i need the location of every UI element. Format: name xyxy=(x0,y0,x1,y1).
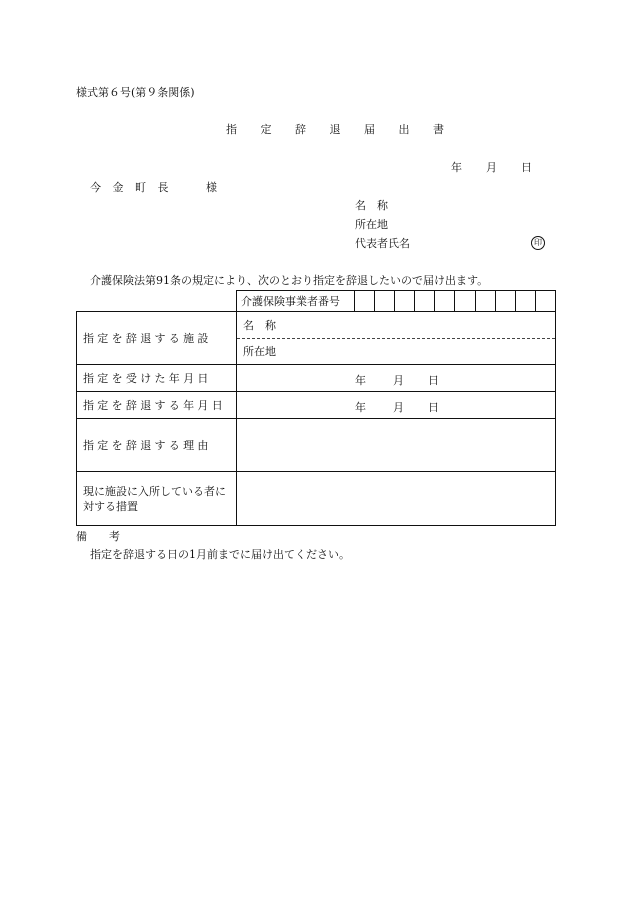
provider-number-digit[interactable] xyxy=(355,291,375,312)
date-year-label: 年 xyxy=(451,161,462,174)
applicant-name-label: 名 称 xyxy=(355,199,388,212)
facility-name-label: 名 称 xyxy=(243,318,276,332)
date-month-label: 月 xyxy=(486,161,497,174)
page-title: 指 定 辞 退 届 出 書 xyxy=(226,123,454,136)
facility-address-label: 所在地 xyxy=(237,338,555,364)
provider-number-digit[interactable] xyxy=(375,291,395,312)
provider-number-digit[interactable] xyxy=(495,291,515,312)
provider-number-digit[interactable] xyxy=(515,291,535,312)
reason-label: 指定を辞退する理由 xyxy=(77,419,237,472)
representative-label: 代表者氏名 xyxy=(355,237,410,250)
measures-label: 現に施設に入所している者に対する措置 xyxy=(77,472,237,526)
received-date-label: 指定を受けた年月日 xyxy=(77,365,237,392)
addressee-name: 今 金 町 長 xyxy=(90,181,173,194)
provider-number-digit[interactable] xyxy=(435,291,455,312)
provider-number-digit[interactable] xyxy=(415,291,435,312)
addressee-honorific: 様 xyxy=(206,181,217,194)
withdraw-date-field[interactable] xyxy=(237,392,556,419)
received-year-unit: 年 xyxy=(355,373,366,387)
provider-number-digit[interactable] xyxy=(475,291,495,312)
remarks-heading: 備 考 xyxy=(76,530,120,543)
provider-number-label: 介護保険事業者番号 xyxy=(237,291,355,312)
provider-number-row xyxy=(236,290,556,312)
form-number: 様式第６号(第９条関係) xyxy=(76,86,195,99)
provider-number-digit[interactable] xyxy=(455,291,475,312)
withdrawal-table xyxy=(76,311,556,526)
remarks-note: 指定を辞退する日の1月前までに届け出てください。 xyxy=(90,548,350,561)
provider-number-digit[interactable] xyxy=(535,291,555,312)
received-month-unit: 月 xyxy=(393,373,404,387)
withdraw-month-unit: 月 xyxy=(393,400,404,414)
withdraw-date-label: 指定を辞退する年月日 xyxy=(77,392,237,419)
seal-mark: 印 xyxy=(531,236,545,250)
applicant-address-label: 所在地 xyxy=(355,218,388,231)
measures-field[interactable] xyxy=(237,472,556,526)
received-day-unit: 日 xyxy=(428,373,439,387)
facility-label: 指定を辞退する施設 xyxy=(77,312,237,365)
facility-cell xyxy=(237,312,556,365)
received-date-field[interactable] xyxy=(237,365,556,392)
withdraw-year-unit: 年 xyxy=(355,400,366,414)
date-day-label: 日 xyxy=(521,161,532,174)
statement-text: 介護保険法第91条の規定により、次のとおり指定を辞退したいので届け出ます。 xyxy=(90,274,489,287)
reason-field[interactable] xyxy=(237,419,556,472)
withdraw-day-unit: 日 xyxy=(428,400,439,414)
provider-number-digit[interactable] xyxy=(395,291,415,312)
